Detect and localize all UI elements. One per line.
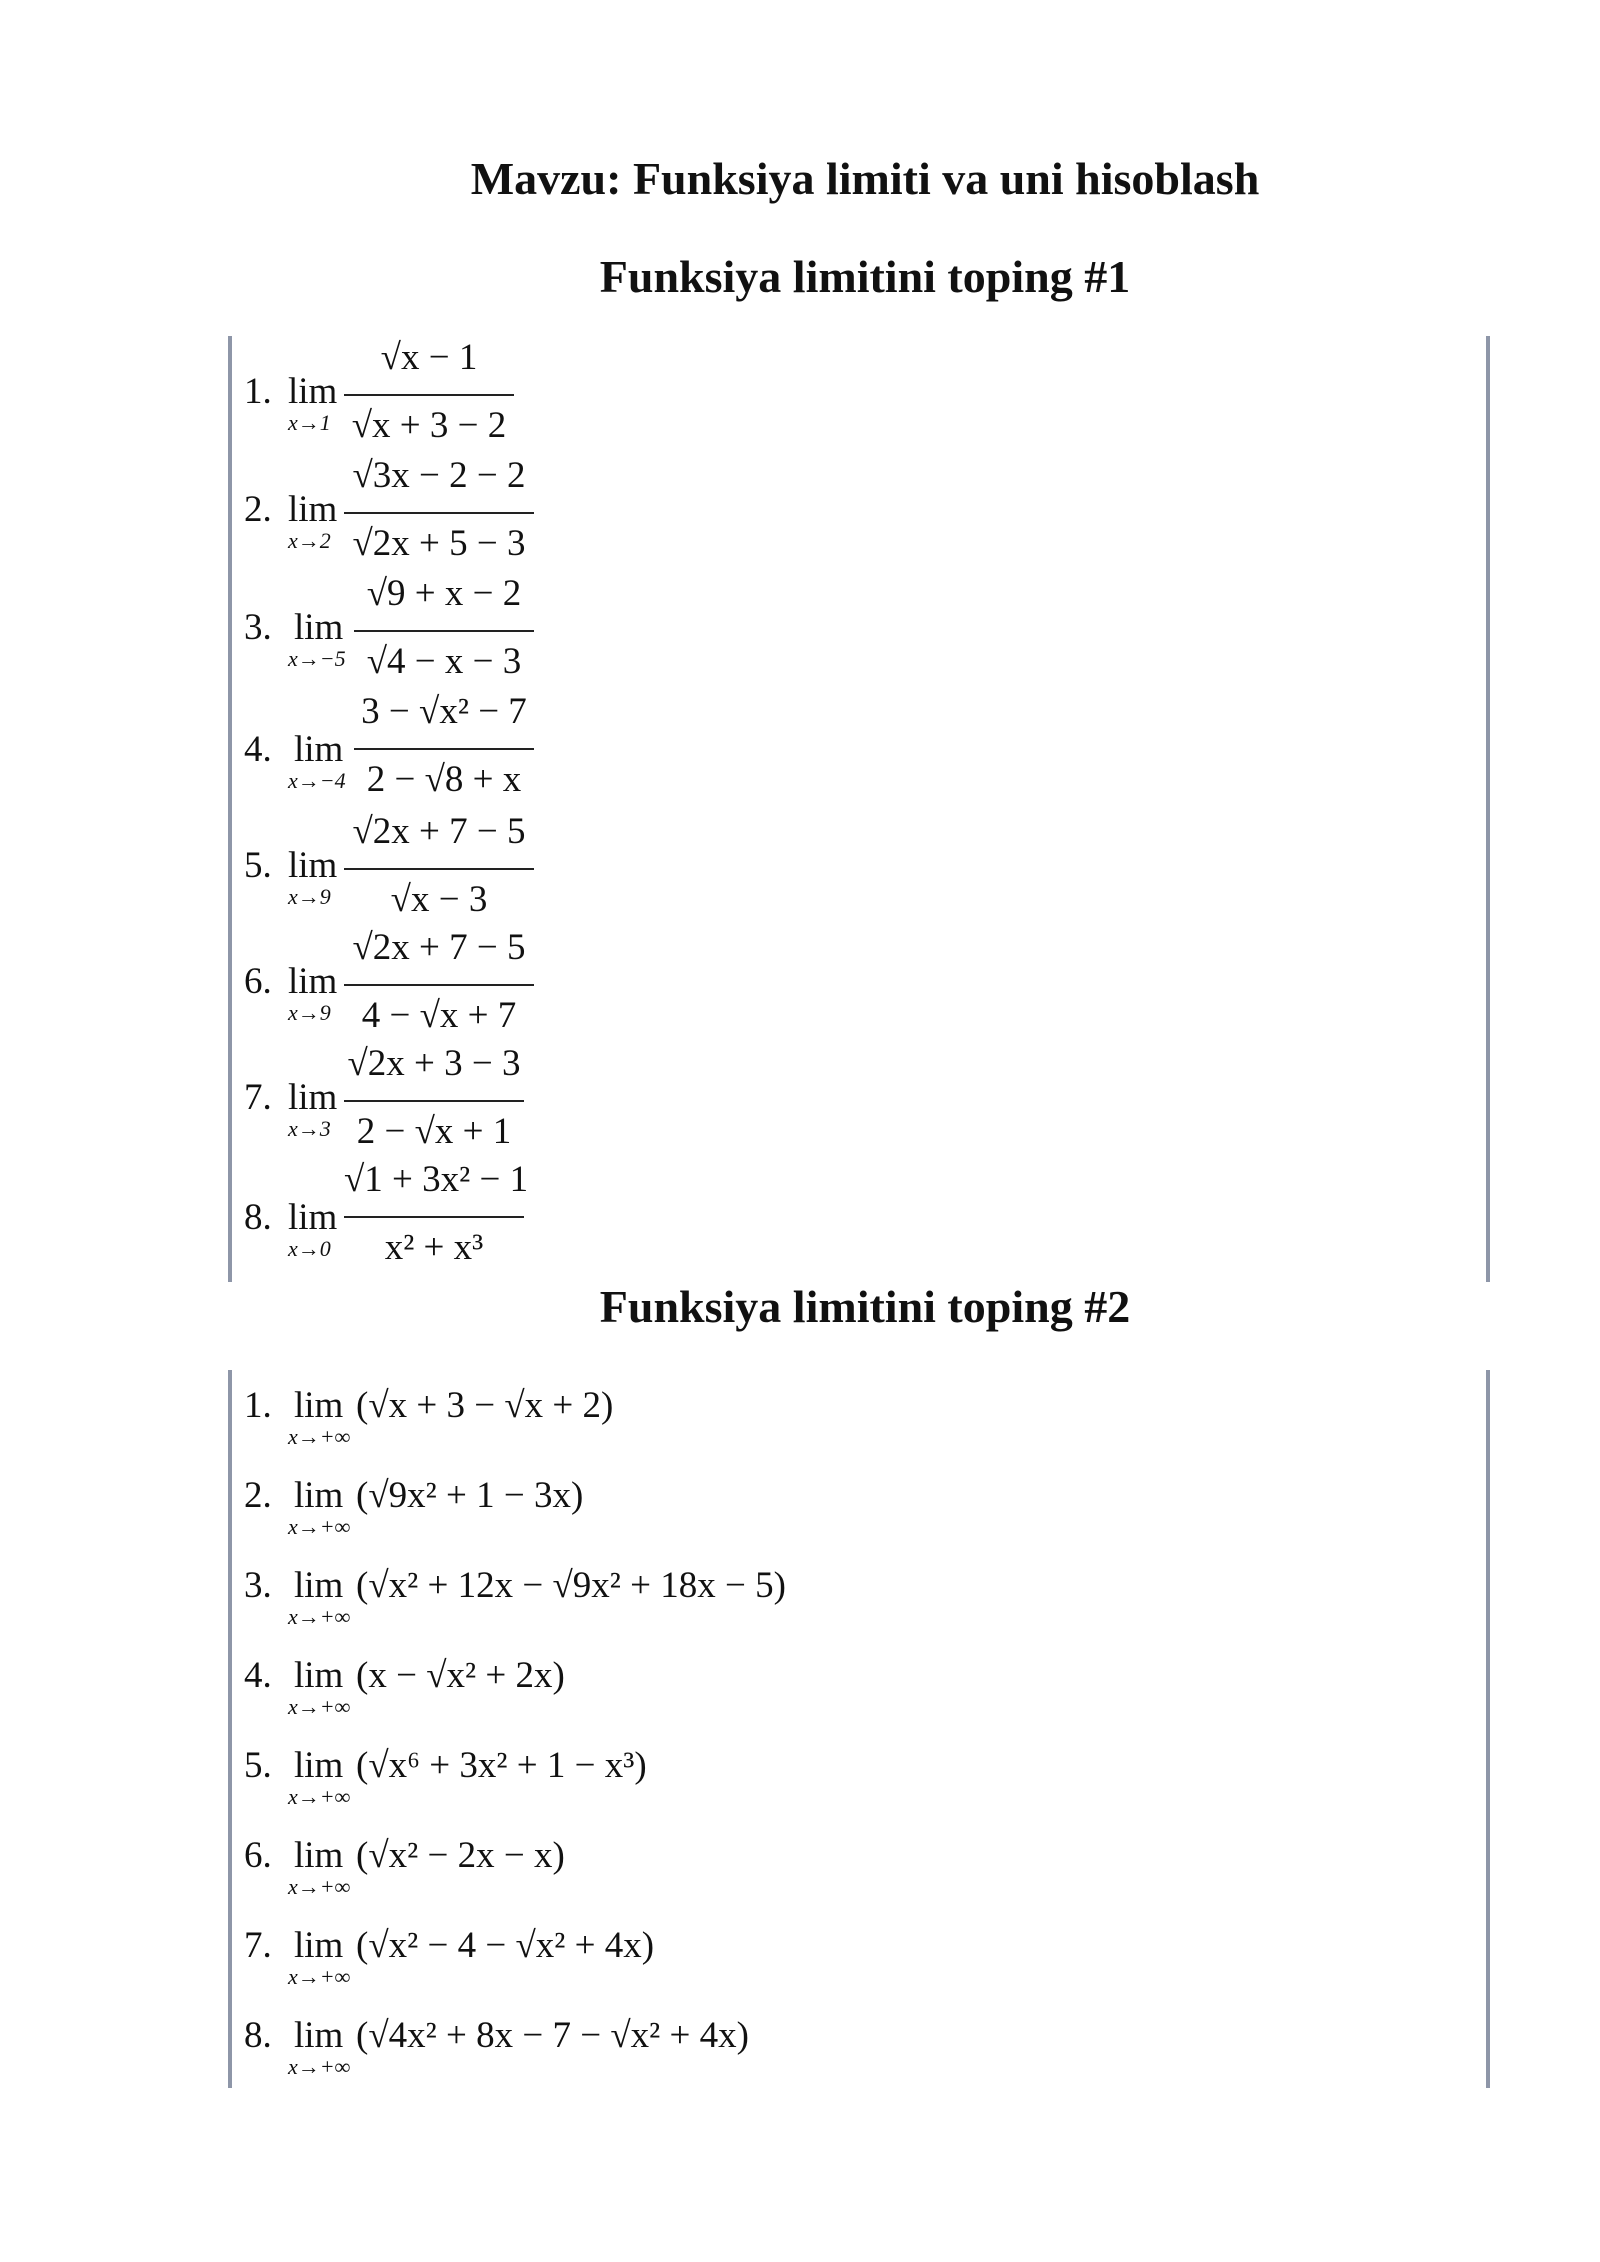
- section-1-heading: Funksiya limitini toping #1: [599, 251, 1131, 302]
- fraction-denominator: 4 − √x + 7: [361, 995, 517, 1036]
- fraction-bar: [354, 748, 534, 750]
- fraction-denominator: √x + 3 − 2: [351, 405, 507, 446]
- problem-number: 5.: [244, 845, 272, 886]
- fraction-numerator: √1 + 3x² − 1: [344, 1159, 529, 1200]
- section-2-heading: Funksiya limitini toping #2: [599, 1281, 1131, 1332]
- lim-subscript: x→9: [288, 1000, 331, 1025]
- limit-expression: (√x + 3 − √x + 2): [356, 1385, 614, 1426]
- page-title: Mavzu: Funksiya limiti va uni hisoblash: [470, 153, 1260, 204]
- lim-subscript: x→+∞: [288, 1874, 351, 1899]
- lim-subscript: x→−4: [288, 768, 346, 793]
- lim-subscript: x→+∞: [288, 1514, 351, 1539]
- limit-expression: (√4x² + 8x − 7 − √x² + 4x): [356, 2015, 749, 2056]
- lim-operator: lim: [294, 1925, 344, 1966]
- fraction-bar: [344, 512, 534, 514]
- fraction-bar: [344, 1216, 524, 1218]
- lim-subscript: x→9: [288, 884, 331, 909]
- section-1-left-border: [228, 336, 232, 1282]
- limit-expression: (√x² − 2x − x): [356, 1835, 565, 1876]
- problem-number: 3.: [244, 1565, 272, 1606]
- lim-operator: lim: [288, 1197, 338, 1238]
- lim-subscript: x→+∞: [288, 1784, 351, 1809]
- problem-number: 2.: [244, 489, 272, 530]
- fraction-denominator: x² + x³: [384, 1227, 484, 1268]
- lim-subscript: x→3: [288, 1116, 331, 1141]
- fraction-denominator: 2 − √8 + x: [366, 759, 522, 800]
- lim-operator: lim: [294, 1475, 344, 1516]
- limit-expression: (√x⁶ + 3x² + 1 − x³): [356, 1745, 647, 1786]
- problem-number: 5.: [244, 1745, 272, 1786]
- lim-subscript: x→+∞: [288, 2054, 351, 2079]
- lim-operator: lim: [294, 1655, 344, 1696]
- lim-subscript: x→+∞: [288, 1964, 351, 1989]
- lim-subscript: x→2: [288, 528, 331, 553]
- problem-number: 8.: [244, 2015, 272, 2056]
- fraction-numerator: 3 − √x² − 7: [361, 691, 527, 732]
- problem-number: 4.: [244, 1655, 272, 1696]
- lim-subscript: x→+∞: [288, 1604, 351, 1629]
- fraction-bar: [344, 394, 514, 396]
- fraction-numerator: √9 + x − 2: [366, 573, 522, 614]
- lim-operator: lim: [294, 1565, 344, 1606]
- lim-subscript: x→1: [288, 410, 331, 435]
- problem-number: 6.: [244, 961, 272, 1002]
- fraction-numerator: √2x + 7 − 5: [352, 927, 526, 968]
- fraction-bar: [344, 984, 534, 986]
- lim-operator: lim: [288, 961, 338, 1002]
- fraction-bar: [354, 630, 534, 632]
- fraction-numerator: √2x + 7 − 5: [352, 811, 526, 852]
- lim-operator: lim: [294, 1385, 344, 1426]
- lim-operator: lim: [288, 371, 338, 412]
- lim-subscript: x→0: [288, 1236, 331, 1261]
- limit-expression: (x − √x² + 2x): [356, 1655, 565, 1696]
- limit-expression: (√x² + 12x − √9x² + 18x − 5): [356, 1565, 786, 1606]
- limit-expression: (√9x² + 1 − 3x): [356, 1475, 584, 1516]
- section-1-right-border: [1486, 336, 1490, 1282]
- lim-operator: lim: [288, 489, 338, 530]
- problem-number: 4.: [244, 729, 272, 770]
- fraction-denominator: 2 − √x + 1: [356, 1111, 512, 1152]
- fraction-bar: [344, 868, 534, 870]
- problem-number: 3.: [244, 607, 272, 648]
- lim-subscript: x→+∞: [288, 1694, 351, 1719]
- lim-operator: lim: [294, 1835, 344, 1876]
- problem-number: 6.: [244, 1835, 272, 1876]
- fraction-denominator: √x − 3: [390, 879, 488, 920]
- problem-number: 8.: [244, 1197, 272, 1238]
- problem-number: 1.: [244, 371, 272, 412]
- problem-number: 1.: [244, 1385, 272, 1426]
- fraction-denominator: √2x + 5 − 3: [352, 523, 526, 564]
- lim-operator: lim: [294, 607, 344, 648]
- fraction-numerator: √3x − 2 − 2: [352, 455, 526, 496]
- lim-operator: lim: [288, 1077, 338, 1118]
- lim-operator: lim: [288, 845, 338, 886]
- fraction-bar: [344, 1100, 524, 1102]
- section-2-right-border: [1486, 1370, 1490, 2088]
- lim-subscript: x→−5: [288, 646, 346, 671]
- lim-operator: lim: [294, 1745, 344, 1786]
- problem-number: 2.: [244, 1475, 272, 1516]
- fraction-numerator: √x − 1: [380, 337, 478, 378]
- problem-number: 7.: [244, 1077, 272, 1118]
- section-2-left-border: [228, 1370, 232, 2088]
- lim-operator: lim: [294, 729, 344, 770]
- limit-expression: (√x² − 4 − √x² + 4x): [356, 1925, 655, 1966]
- fraction-numerator: √2x + 3 − 3: [347, 1043, 521, 1084]
- fraction-denominator: √4 − x − 3: [366, 641, 522, 682]
- lim-subscript: x→+∞: [288, 1424, 351, 1449]
- lim-operator: lim: [294, 2015, 344, 2056]
- problem-number: 7.: [244, 1925, 272, 1966]
